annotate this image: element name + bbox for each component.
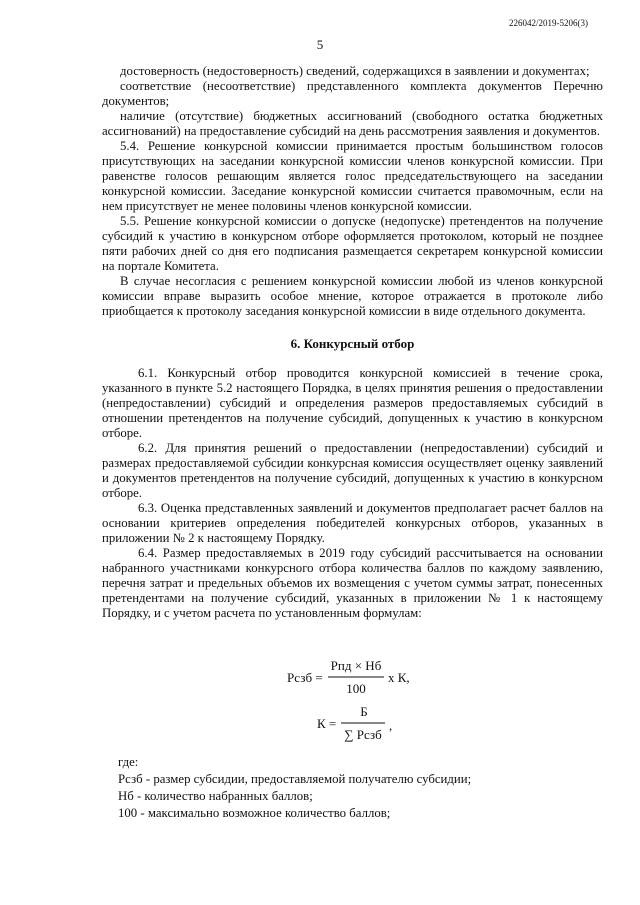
paragraph: 6.2. Для принятия решений о предоставлении (непредоставлении) субсидий и размерах предоставляемой субсидии конкурсная комиссия осуществляет оценку заявлений и документов претендентов на получение субсидий, допущенных к участию в конкурсном отборе. [102,441,603,500]
formula-tail: , [389,718,393,733]
section-title: 6. Конкурсный отбор [290,336,415,351]
paragraph: соответствие (несоответствие) представленного комплекта документов Перечню документов; [102,79,603,108]
formula-numerator: Рпд × Нб [330,658,382,673]
legend-item: Нб - количество набранных баллов; [118,789,313,803]
legend-item: Рсзб - размер субсидии, предоставляемой получателю субсидии; [118,772,472,786]
paragraph: 6.3. Оценка представленных заявлений и документов предполагает расчет баллов на основании критериев определения победителей конкурсных отборов, указанных в приложении № 2 к настоящему Порядку. [102,501,603,545]
formula-denominator: 100 [346,681,366,696]
paragraph: В случае несогласия с решением конкурсной комиссии любой из членов конкурсной комиссии вправе выразить особое мнение, которое отражается в протоколе либо приобщается к протоколу заседания конкурсной комиссии в виде отдельного документа. [102,274,603,318]
formula-lhs: Рсзб = [287,670,323,685]
paragraph: 6.4. Размер предоставляемых в 2019 году субсидий рассчитывается на основании набранного участниками конкурсного отбора количества баллов по каждому заявлению, перечня затрат и предельных объемов их возмещения с учетом суммы затрат, понесенных претендентами на получение субсидий, указанных в приложении № 1 к настоящему Порядку, и с учетом расчета по установленным формулам: [102,546,603,620]
page-number: 5 [316,37,324,52]
legend-item: 100 - максимально возможное количество баллов; [118,806,391,820]
formula-tail: x К, [388,670,410,685]
formula-block [0,632,640,752]
document-body [102,64,603,621]
paragraph: наличие (отсутствие) бюджетных ассигнований (свободного остатка бюджетных ассигнований) на предоставление субсидий на день рассмотрения заявления и документов. [102,109,603,138]
legend-intro: где: [118,755,139,769]
paragraph: 5.5. Решение конкурсной комиссии о допуске (недопуске) претендентов на получение субсидий к участию в конкурсном отборе оформляется протоколом, который не позднее пяти рабочих дней со дня его подписания размещается секретарем конкурсной комиссии на портале Комитета. [102,214,603,273]
formula-denominator: ∑ Рсзб [344,727,382,742]
document-number: 226042/2019-5206(3) [509,18,588,28]
formula-subsidy [287,658,410,696]
paragraph: 5.4. Решение конкурсной комиссии принимается простым большинством голосов присутствующих на заседании конкурсной комиссии членов конкурсной комиссии. При равенстве голосов решающим является голос председательствующего на заседании конкурсной комиссии. Заседание конкурсной комиссии считается правомочным, если на нем присутствует не менее половины членов конкурсной комиссии. [102,139,603,213]
formula-numerator: Б [360,704,368,719]
formula-lhs: К = [317,716,337,731]
paragraph: достоверность (недостоверность) сведений, содержащихся в заявлении и документах; [120,64,590,78]
formula-coefficient [317,704,392,742]
legend [118,754,604,822]
paragraph: 6.1. Конкурсный отбор проводится конкурсной комиссией в течение срока, указанного в пункте 5.2 настоящего Порядка, в целях принятия решения о предоставлении (непредоставлении) субсидий и определения размеров предоставляемых субсидий в отношении претендентов на получение субсидий, допущенных к участию в конкурсном отборе. [102,366,603,440]
